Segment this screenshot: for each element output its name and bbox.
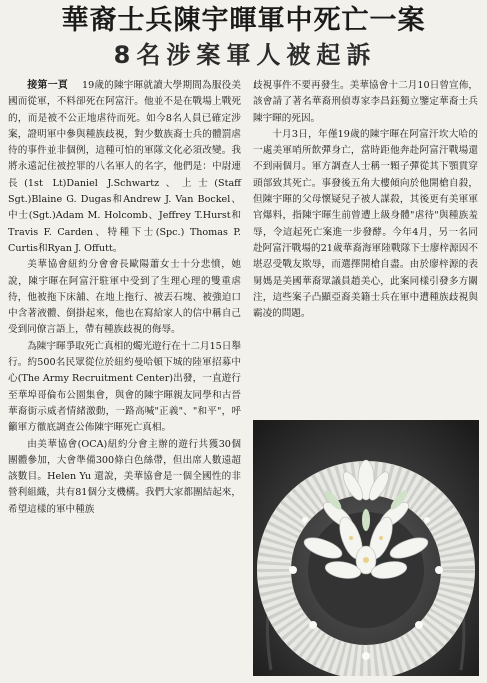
wreath-photo — [253, 420, 479, 676]
paragraph-text: 19歲的陳宇暉就讀大學期間為服役美國而從軍，不料卻死在阿富汗。他並不是在戰場上戰死的，而是被不公正地虐待而死。如今8名人員已確定涉案，證明軍中參與種族歧視，對少數族裔士兵的體罰虐待的事件並非個例，這種可怕的軍隊文化必須改變。我將永遠記住被控罪的八名軍人的名字，他們是：中尉連長(1st Lt)Daniel J.Schwartz、上士(Staff Sgt.)Blaine G. Dugas和Andrew J. Van Bockel、中士(Sgt.)Adam M. Holcomb、Jeffrey T.Hurst和Travis F. Carden、特種下士(Spc.) Thomas P. Curtis和Ryan J. Offutt。 — [8, 80, 241, 254]
left-column — [8, 78, 241, 518]
right-column — [253, 78, 478, 322]
headline: 華裔士兵陳宇暉軍中死亡一案 — [61, 5, 426, 36]
continued-label: 接第一頁 — [27, 80, 68, 91]
paragraph: 歧視事件不要再發生。美華協會十二月10日曾宣佈，該會請了著名華裔刑偵專家李昌鈺獨立鑒定華裔士兵陳宇暉的死因。 — [253, 80, 478, 124]
paragraph: 十月3日，年僅19歲的陳宇暉在阿富汗坎大哈的一處美軍哨所飲彈身亡，當時距他奔赴阿富汗戰場還不到兩個月。軍方調查人士稱一顆子彈從其下顎貫穿頭部致其死亡。事發後五角大樓傾向於他開槍自殺，但陳宇暉的父母懷疑兒子被人謀殺，其後更有美軍軍官爆料，指陳宇暉生前曾遭上級身體"虐待"與種族羞辱，令這起死亡案進一步發酵。今年4月，另一名同赴阿富汗戰場的21歲華裔海軍陸戰隊下士廖梓源因不堪忍受戰友欺辱，而選擇開槍自盡。由於廖梓源的表舅媽是美國華裔眾議員趙美心，此案同樣引發多方關注，這些案子凸顯亞裔美籍士兵在軍中遭種族歧視與霸凌的問題。 — [253, 128, 478, 320]
paragraph — [8, 78, 241, 257]
paragraph: 美華協會紐約分會會長歐陽蕭女士十分悲憤，她說，陳宇暉在阿富汗駐軍中受到了生理心理的雙重虐待，他被拖下床舖、在地上拖行、被丟石塊、被強迫口中含著液體、倒掛起來，他也在寫給家人的信中稱自己受到同僚言語上，帶有種族歧視的侮辱。 — [8, 259, 241, 336]
flower-wreath-image — [253, 420, 479, 676]
paragraph: 為陳宇暉爭取死亡真相的燭光遊行在十二月15日舉行。約500名民眾從位於紐約曼哈頓下城的陸軍招募中心(The Army Recruitment Center)出發，一直遊行至華埠哥倫布公園集會，與會的陳宇暉親友同學和古晉華裔街示威者情緒激動，一路高喊"正義"、"和平"，呼籲軍方徹底調查公佈陳宇暉死亡真相。 — [8, 340, 241, 434]
paragraph: 由美華協會(OCA)紐約分會主辦的遊行共獲30個團體參加，大會準備300條白色絲帶，但出席人數遠超該數目。Helen Yu 還說，美華協會是一個全國性的非營利組織，共有81個分支機構。我們大家都團結起來，希望這樣的軍中種族 — [8, 438, 241, 515]
subheadline: 8名涉案軍人被起訴 — [113, 41, 377, 69]
